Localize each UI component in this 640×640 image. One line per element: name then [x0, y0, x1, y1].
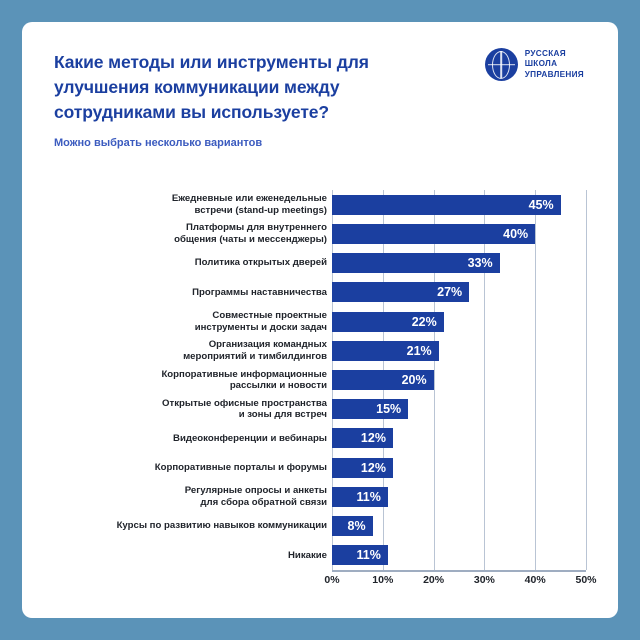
x-axis-line: [332, 570, 586, 572]
bar-value-label: 8%: [347, 519, 366, 534]
category-labels: [54, 190, 327, 570]
category-label: Открытые офисные пространства и зоны для встреч: [162, 397, 327, 421]
category-label: Никакие: [288, 549, 327, 561]
category-label: Корпоративные порталы и форумы: [154, 461, 327, 473]
bar: [332, 487, 388, 507]
bar: [332, 282, 469, 302]
x-tick-label: 40%: [524, 574, 546, 586]
bar-value-label: 21%: [406, 343, 432, 358]
page-title: Какие методы или инструменты для улучшения коммуникации между сотрудниками вы используете?: [54, 52, 369, 122]
grid-line: [434, 190, 435, 570]
bar-value-label: 12%: [360, 431, 386, 446]
infographic-card: [22, 22, 618, 618]
bar: [332, 516, 373, 536]
bar-value-label: 20%: [401, 373, 427, 387]
page-subtitle: Можно выбрать несколько вариантов: [54, 137, 263, 149]
category-label: Курсы по развитию навыков коммуникации: [116, 520, 327, 532]
bar-chart: [54, 190, 597, 600]
brand-logo-text: [525, 49, 584, 80]
category-label: Программы наставничества: [192, 286, 327, 298]
category-label: Политика открытых дверей: [194, 257, 327, 269]
bar-value-label: 27%: [437, 285, 463, 300]
globe-icon: [485, 48, 518, 81]
x-tick-label: 20%: [423, 574, 445, 586]
x-tick-label: 0%: [324, 574, 340, 586]
category-label: Регулярные опросы и анкеты для сбора обратной связи: [184, 485, 327, 508]
bar-value-label: 15%: [376, 402, 402, 417]
category-label: Платформы для внутреннего общения (чаты и мессенджеры): [174, 222, 327, 245]
bar: [332, 341, 439, 361]
bar-value-label: 22%: [411, 314, 437, 329]
bar: [332, 370, 434, 390]
bar: [332, 458, 393, 478]
bar-value-label: 45%: [528, 197, 554, 212]
x-tick-label: 30%: [473, 574, 495, 586]
bar-value-label: 11%: [356, 548, 381, 563]
category-label: Видеоконференции и вебинары: [173, 432, 327, 444]
bar: [332, 545, 388, 565]
bar-value-label: 11%: [356, 489, 381, 504]
category-label: Совместные проектные инструменты и доски задач: [194, 310, 327, 333]
grid-line: [484, 190, 485, 570]
bar: [332, 428, 393, 448]
x-axis-ticks: [324, 574, 597, 594]
bar: [332, 224, 535, 244]
x-tick-label: 50%: [575, 574, 597, 586]
grid-line: [586, 190, 587, 570]
bars-area: [332, 190, 586, 570]
bar-value-label: 33%: [467, 256, 493, 271]
bar-value-label: 12%: [360, 460, 386, 475]
brand-logo: [485, 48, 584, 81]
brand-line-1: РУССКАЯ: [524, 48, 566, 58]
brand-line-2: ШКОЛА: [524, 59, 558, 69]
category-label: Ежедневные или еженедельные встречи (stand-up meetings): [171, 193, 327, 216]
bar: [332, 195, 561, 215]
brand-line-3: УПРАВЛЕНИЯ: [524, 69, 584, 79]
bar: [332, 312, 444, 332]
x-tick-label: 10%: [372, 574, 394, 586]
bar: [332, 399, 408, 419]
category-label: Организация командных мероприятий и тимбилдингов: [183, 339, 327, 362]
plot-area: [54, 190, 586, 570]
grid-line: [535, 190, 536, 570]
bar-value-label: 40%: [503, 226, 529, 241]
bar: [332, 253, 500, 273]
category-label: Корпоративные информационные рассылки и новости: [161, 368, 327, 391]
